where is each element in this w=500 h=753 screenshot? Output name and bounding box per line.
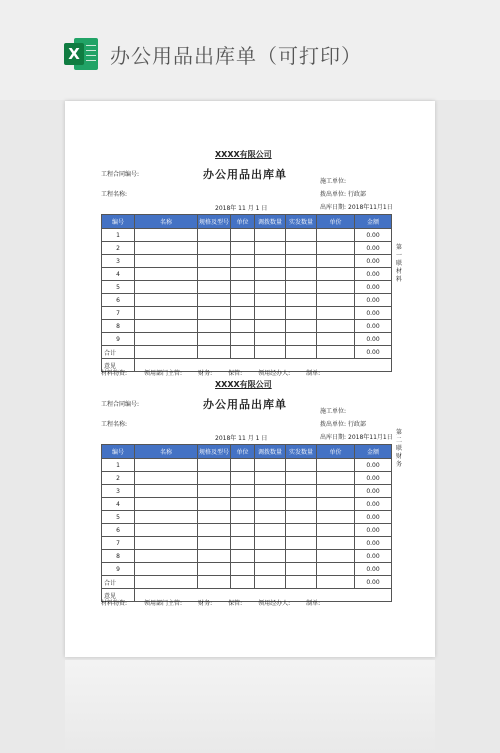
table-cell xyxy=(317,459,355,472)
copy-note: 第二联 财务 xyxy=(396,429,403,468)
total-row xyxy=(102,576,392,589)
table-cell xyxy=(286,346,317,359)
table-cell xyxy=(135,511,198,524)
table-cell xyxy=(135,537,198,550)
amount-cell: 0.00 xyxy=(355,459,392,472)
table-cell xyxy=(231,229,255,242)
row-number: 2 xyxy=(102,472,135,485)
table-row xyxy=(102,333,392,346)
table-cell xyxy=(231,524,255,537)
table-cell xyxy=(231,346,255,359)
amount-cell: 0.00 xyxy=(355,255,392,268)
table-cell xyxy=(231,255,255,268)
row-number: 4 xyxy=(102,498,135,511)
table-cell xyxy=(198,459,231,472)
table-row xyxy=(102,498,392,511)
table-cell xyxy=(135,229,198,242)
table-cell xyxy=(135,255,198,268)
table-cell xyxy=(231,550,255,563)
table-cell xyxy=(198,333,231,346)
table-cell xyxy=(255,563,286,576)
row-number: 5 xyxy=(102,281,135,294)
row-number: 1 xyxy=(102,229,135,242)
form-date: 2018年 11 月 1 日 xyxy=(215,205,268,212)
row-number: 7 xyxy=(102,307,135,320)
table-cell xyxy=(286,229,317,242)
column-header: 调拨数量 xyxy=(255,445,286,459)
table-cell xyxy=(198,346,231,359)
table-row xyxy=(102,511,392,524)
table-cell xyxy=(255,307,286,320)
table-cell xyxy=(255,281,286,294)
table-cell xyxy=(198,242,231,255)
document-preview xyxy=(65,101,435,657)
table-cell xyxy=(198,563,231,576)
table-row xyxy=(102,255,392,268)
column-header: 单位 xyxy=(231,445,255,459)
table-cell xyxy=(255,229,286,242)
table-row xyxy=(102,524,392,537)
page-reflection xyxy=(65,660,435,753)
table-cell xyxy=(231,563,255,576)
table-cell xyxy=(231,333,255,346)
table-cell xyxy=(317,268,355,281)
table-cell xyxy=(198,485,231,498)
amount-cell: 0.00 xyxy=(355,268,392,281)
table-cell xyxy=(135,346,198,359)
amount-cell: 0.00 xyxy=(355,498,392,511)
table-cell xyxy=(317,563,355,576)
table-cell xyxy=(286,307,317,320)
table-cell xyxy=(286,472,317,485)
table-cell xyxy=(317,294,355,307)
row-number: 8 xyxy=(102,550,135,563)
table-cell xyxy=(255,255,286,268)
table-row xyxy=(102,294,392,307)
table-header-row xyxy=(102,215,392,229)
table-cell xyxy=(231,537,255,550)
table-cell xyxy=(135,485,198,498)
table-cell xyxy=(286,511,317,524)
stock-out-form-copy-1 xyxy=(65,149,435,377)
out-date-value: 2018年11月1日 xyxy=(348,204,393,211)
table-row xyxy=(102,459,392,472)
row-number: 7 xyxy=(102,537,135,550)
table-cell xyxy=(231,472,255,485)
table-row xyxy=(102,281,392,294)
table-cell xyxy=(286,498,317,511)
form-title: 办公用品出库单 xyxy=(203,168,287,181)
table-cell xyxy=(317,242,355,255)
table-cell xyxy=(286,320,317,333)
table-cell xyxy=(231,268,255,281)
table-cell xyxy=(135,576,198,589)
amount-cell: 0.00 xyxy=(355,333,392,346)
table-cell xyxy=(198,268,231,281)
table-cell xyxy=(317,307,355,320)
column-header: 规格及型号 xyxy=(198,445,231,459)
remark-label: 意见 xyxy=(102,359,135,372)
table-cell xyxy=(135,268,198,281)
table-cell xyxy=(231,459,255,472)
amount-cell: 0.00 xyxy=(355,524,392,537)
table-cell xyxy=(286,268,317,281)
out-date-value: 2018年11月1日 xyxy=(348,434,393,441)
amount-cell: 0.00 xyxy=(355,281,392,294)
contract-number-label: 工程合同编号: xyxy=(101,171,140,178)
table-cell xyxy=(317,524,355,537)
table-cell xyxy=(255,459,286,472)
table-cell xyxy=(231,485,255,498)
company-name: XXXX有限公司 xyxy=(215,380,272,389)
table-cell xyxy=(317,346,355,359)
table-row xyxy=(102,242,392,255)
row-number: 1 xyxy=(102,459,135,472)
items-table xyxy=(101,214,392,372)
amount-cell: 0.00 xyxy=(355,229,392,242)
table-cell xyxy=(135,307,198,320)
table-row xyxy=(102,550,392,563)
table-cell xyxy=(255,550,286,563)
column-header: 单价 xyxy=(317,445,355,459)
table-cell xyxy=(286,485,317,498)
row-number: 3 xyxy=(102,255,135,268)
document-title: 办公用品出库单（可打印） xyxy=(110,44,362,68)
page-header xyxy=(0,0,500,100)
excel-icon: X xyxy=(64,38,98,70)
table-cell xyxy=(255,242,286,255)
table-row xyxy=(102,472,392,485)
table-cell xyxy=(255,485,286,498)
table-cell xyxy=(255,511,286,524)
table-cell xyxy=(198,229,231,242)
table-cell xyxy=(255,524,286,537)
table-cell xyxy=(135,281,198,294)
table-cell xyxy=(255,346,286,359)
table-row xyxy=(102,320,392,333)
items-table xyxy=(101,444,392,602)
row-number: 9 xyxy=(102,563,135,576)
contractor-label: 施工单位: xyxy=(320,408,347,415)
table-cell xyxy=(135,550,198,563)
table-cell xyxy=(135,294,198,307)
table-cell xyxy=(255,294,286,307)
table-cell xyxy=(135,563,198,576)
table-cell xyxy=(231,242,255,255)
amount-cell: 0.00 xyxy=(355,485,392,498)
form-title: 办公用品出库单 xyxy=(203,398,287,411)
table-cell xyxy=(135,524,198,537)
column-header: 编号 xyxy=(102,445,135,459)
table-row xyxy=(102,537,392,550)
table-row xyxy=(102,307,392,320)
table-cell xyxy=(255,320,286,333)
column-header: 单位 xyxy=(231,215,255,229)
table-cell xyxy=(317,511,355,524)
dept-value: 行政部 xyxy=(348,421,367,428)
amount-cell: 0.00 xyxy=(355,576,392,589)
table-cell xyxy=(286,294,317,307)
table-cell xyxy=(135,333,198,346)
column-header: 单价 xyxy=(317,215,355,229)
table-row xyxy=(102,229,392,242)
contract-number-label: 工程合同编号: xyxy=(101,401,140,408)
table-cell xyxy=(135,459,198,472)
stock-out-form-copy-2 xyxy=(65,379,435,607)
signature-footer: 材料物资: 领用部门主管: 财务: 保管: 领用经办人: 制单: xyxy=(101,370,321,377)
column-header: 名称 xyxy=(135,445,198,459)
amount-cell: 0.00 xyxy=(355,537,392,550)
table-cell xyxy=(198,307,231,320)
table-cell xyxy=(198,472,231,485)
table-cell xyxy=(317,576,355,589)
amount-cell: 0.00 xyxy=(355,472,392,485)
table-cell xyxy=(198,320,231,333)
table-cell xyxy=(317,485,355,498)
row-number: 6 xyxy=(102,294,135,307)
column-header: 实发数量 xyxy=(286,445,317,459)
table-cell xyxy=(317,333,355,346)
table-cell xyxy=(286,563,317,576)
column-header: 名称 xyxy=(135,215,198,229)
table-cell xyxy=(231,281,255,294)
row-number: 4 xyxy=(102,268,135,281)
table-cell xyxy=(231,294,255,307)
table-cell xyxy=(135,242,198,255)
table-cell xyxy=(255,268,286,281)
table-cell xyxy=(286,524,317,537)
amount-cell: 0.00 xyxy=(355,346,392,359)
table-cell xyxy=(198,537,231,550)
column-header: 编号 xyxy=(102,215,135,229)
table-cell xyxy=(135,498,198,511)
table-cell xyxy=(231,307,255,320)
dept-label: 拨出单位: xyxy=(320,191,347,198)
amount-cell: 0.00 xyxy=(355,294,392,307)
table-cell xyxy=(286,550,317,563)
company-name: XXXX有限公司 xyxy=(215,150,272,159)
table-cell xyxy=(317,472,355,485)
project-name-label: 工程名称: xyxy=(101,191,128,198)
column-header: 调拨数量 xyxy=(255,215,286,229)
column-header: 金额 xyxy=(355,445,392,459)
row-number: 8 xyxy=(102,320,135,333)
total-label: 合计 xyxy=(102,576,135,589)
row-number: 5 xyxy=(102,511,135,524)
dept-value: 行政部 xyxy=(348,191,367,198)
table-cell xyxy=(317,229,355,242)
column-header: 规格及型号 xyxy=(198,215,231,229)
table-cell xyxy=(317,320,355,333)
table-cell xyxy=(286,537,317,550)
table-cell xyxy=(231,576,255,589)
signature-footer: 材料物资: 领用部门主管: 财务: 保管: 领用经办人: 制单: xyxy=(101,600,321,607)
total-label: 合计 xyxy=(102,346,135,359)
amount-cell: 0.00 xyxy=(355,320,392,333)
table-cell xyxy=(286,459,317,472)
table-cell xyxy=(317,498,355,511)
amount-cell: 0.00 xyxy=(355,307,392,320)
out-date-label: 出库日期: xyxy=(320,434,347,441)
table-cell xyxy=(198,294,231,307)
form-date: 2018年 11 月 1 日 xyxy=(215,435,268,442)
table-cell xyxy=(317,281,355,294)
row-number: 3 xyxy=(102,485,135,498)
column-header: 金额 xyxy=(355,215,392,229)
table-cell xyxy=(255,498,286,511)
table-cell xyxy=(135,320,198,333)
column-header: 实发数量 xyxy=(286,215,317,229)
table-cell xyxy=(198,524,231,537)
table-cell xyxy=(286,576,317,589)
table-cell xyxy=(286,255,317,268)
amount-cell: 0.00 xyxy=(355,563,392,576)
amount-cell: 0.00 xyxy=(355,511,392,524)
copy-note: 第一联 材料 xyxy=(396,244,403,283)
table-row xyxy=(102,268,392,281)
remark-label: 意见 xyxy=(102,589,135,602)
table-cell xyxy=(198,576,231,589)
amount-cell: 0.00 xyxy=(355,550,392,563)
row-number: 6 xyxy=(102,524,135,537)
dept-label: 拨出单位: xyxy=(320,421,347,428)
table-cell xyxy=(198,550,231,563)
table-row xyxy=(102,485,392,498)
table-cell xyxy=(198,255,231,268)
table-header-row xyxy=(102,445,392,459)
amount-cell: 0.00 xyxy=(355,242,392,255)
table-cell xyxy=(231,320,255,333)
contractor-label: 施工单位: xyxy=(320,178,347,185)
table-cell xyxy=(255,333,286,346)
table-cell xyxy=(198,511,231,524)
table-row xyxy=(102,563,392,576)
row-number: 2 xyxy=(102,242,135,255)
table-cell xyxy=(135,472,198,485)
table-cell xyxy=(286,333,317,346)
out-date-label: 出库日期: xyxy=(320,204,347,211)
total-row xyxy=(102,346,392,359)
table-cell xyxy=(198,498,231,511)
table-cell xyxy=(286,242,317,255)
table-cell xyxy=(231,498,255,511)
project-name-label: 工程名称: xyxy=(101,421,128,428)
table-cell xyxy=(255,537,286,550)
table-cell xyxy=(317,550,355,563)
table-cell xyxy=(255,472,286,485)
table-cell xyxy=(317,255,355,268)
table-cell xyxy=(231,511,255,524)
table-cell xyxy=(198,281,231,294)
table-cell xyxy=(286,281,317,294)
table-cell xyxy=(317,537,355,550)
table-cell xyxy=(255,576,286,589)
row-number: 9 xyxy=(102,333,135,346)
